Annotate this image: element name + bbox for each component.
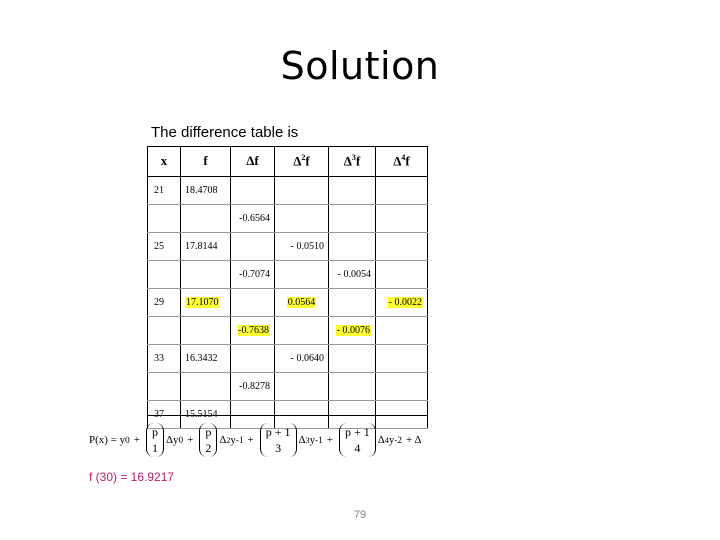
- table-caption: The difference table is: [151, 124, 299, 141]
- highlighted-value: - 0.0022: [388, 297, 422, 308]
- cell-d3: [329, 345, 376, 373]
- cell-d4: [376, 345, 428, 373]
- cell-d4: [376, 289, 428, 317]
- binomial-4: p + 1 4: [339, 423, 376, 457]
- formula-lhs-sub: 0: [125, 435, 130, 445]
- term-3: Δ: [298, 434, 306, 446]
- cell-d3: [329, 373, 376, 401]
- cell-x: [148, 205, 181, 233]
- term-4: Δ: [377, 434, 385, 446]
- cell-d3: - 0.0054: [329, 261, 376, 289]
- table-row: [148, 317, 428, 345]
- cell-d2: - 0.0510: [275, 233, 329, 261]
- cell-d2: [275, 177, 329, 205]
- cell-d3: [329, 205, 376, 233]
- cell-d2: [275, 261, 329, 289]
- highlighted-value: 0.0564: [287, 297, 316, 308]
- cell-x: [148, 261, 181, 289]
- cell-d2: [275, 205, 329, 233]
- cell-d4: [376, 233, 428, 261]
- header-delta-f: Δf: [231, 146, 275, 177]
- cell-d3: [329, 177, 376, 205]
- cell-d1: [231, 289, 275, 317]
- plus-sign: +: [133, 434, 140, 446]
- cell-f: 17.8144: [181, 233, 231, 261]
- cell-f: [181, 261, 231, 289]
- cell-d2: - 0.0640: [275, 345, 329, 373]
- cell-d1: -0.6564: [231, 205, 275, 233]
- highlighted-value: 17.1070: [186, 297, 219, 308]
- table-row: [148, 177, 428, 205]
- highlighted-value: - 0.0076: [336, 325, 370, 336]
- header-delta4-f: $\Delta^4f$: [376, 146, 428, 177]
- result-text: f (30) = 16.9217: [89, 470, 175, 484]
- table-row: [148, 289, 428, 317]
- cell-d1: [231, 177, 275, 205]
- binomial-1: p 1: [146, 423, 164, 457]
- cell-d4: [376, 205, 428, 233]
- table-row: [148, 233, 428, 261]
- binomial-2: p 2: [199, 423, 217, 457]
- cell-d1: [231, 317, 275, 345]
- binomial-3: p + 1 3: [260, 423, 297, 457]
- header-delta3-f: $\Delta^3f$: [329, 146, 376, 177]
- formula-tail: + Δ: [405, 434, 422, 446]
- cell-x: 25: [148, 233, 181, 261]
- cell-d1: [231, 345, 275, 373]
- cell-d3: [329, 289, 376, 317]
- cell-f: [181, 205, 231, 233]
- cell-d2: [275, 373, 329, 401]
- formula-lhs: P(x) = y: [89, 434, 126, 446]
- plus-sign: +: [187, 434, 194, 446]
- cell-f: 16.3432: [181, 345, 231, 373]
- header-x: x: [148, 146, 181, 177]
- cell-d4: [376, 317, 428, 345]
- cell-f: 15.5154: [181, 401, 231, 429]
- cell-x: 33: [148, 345, 181, 373]
- header-delta2-f: $\Delta^2f$: [275, 146, 329, 177]
- cell-d4: [376, 261, 428, 289]
- table-row: [148, 345, 428, 373]
- term-2: Δ: [219, 434, 227, 446]
- cell-x: 37: [148, 401, 181, 429]
- cell-d2: [275, 317, 329, 345]
- page-number: 79: [353, 509, 367, 521]
- plus-sign: +: [247, 434, 254, 446]
- cell-d4: [376, 177, 428, 205]
- table-row: [148, 205, 428, 233]
- cell-f: [181, 289, 231, 317]
- table-row: [148, 373, 428, 401]
- term-1: Δy: [165, 434, 179, 446]
- cell-d3: [329, 233, 376, 261]
- header-f: f: [181, 146, 231, 177]
- difference-table: [147, 146, 428, 429]
- cell-f: [181, 317, 231, 345]
- cell-d4: [376, 373, 428, 401]
- cell-f: 18.4708: [181, 177, 231, 205]
- interpolation-formula: P(x) = y 0 + p 1 Δy 0 + p 2 Δ 2 y -1 + p + 1 3 Δ 3 y -1 + p + 1 4 Δ 4 y -2 + Δ: [89, 425, 422, 455]
- cell-x: [148, 373, 181, 401]
- cell-f: [181, 373, 231, 401]
- cell-d2: [275, 289, 329, 317]
- cell-x: [148, 317, 181, 345]
- page-title: Solution: [280, 44, 440, 88]
- highlighted-value: -0.7638: [238, 325, 269, 336]
- cell-x: 21: [148, 177, 181, 205]
- cell-x: 29: [148, 289, 181, 317]
- plus-sign: +: [326, 434, 333, 446]
- table-header-row: [148, 146, 428, 177]
- cell-d1: -0.8278: [231, 373, 275, 401]
- cell-d1: [231, 233, 275, 261]
- cell-d3: [329, 317, 376, 345]
- cell-d1: -0.7074: [231, 261, 275, 289]
- table-row: [148, 261, 428, 289]
